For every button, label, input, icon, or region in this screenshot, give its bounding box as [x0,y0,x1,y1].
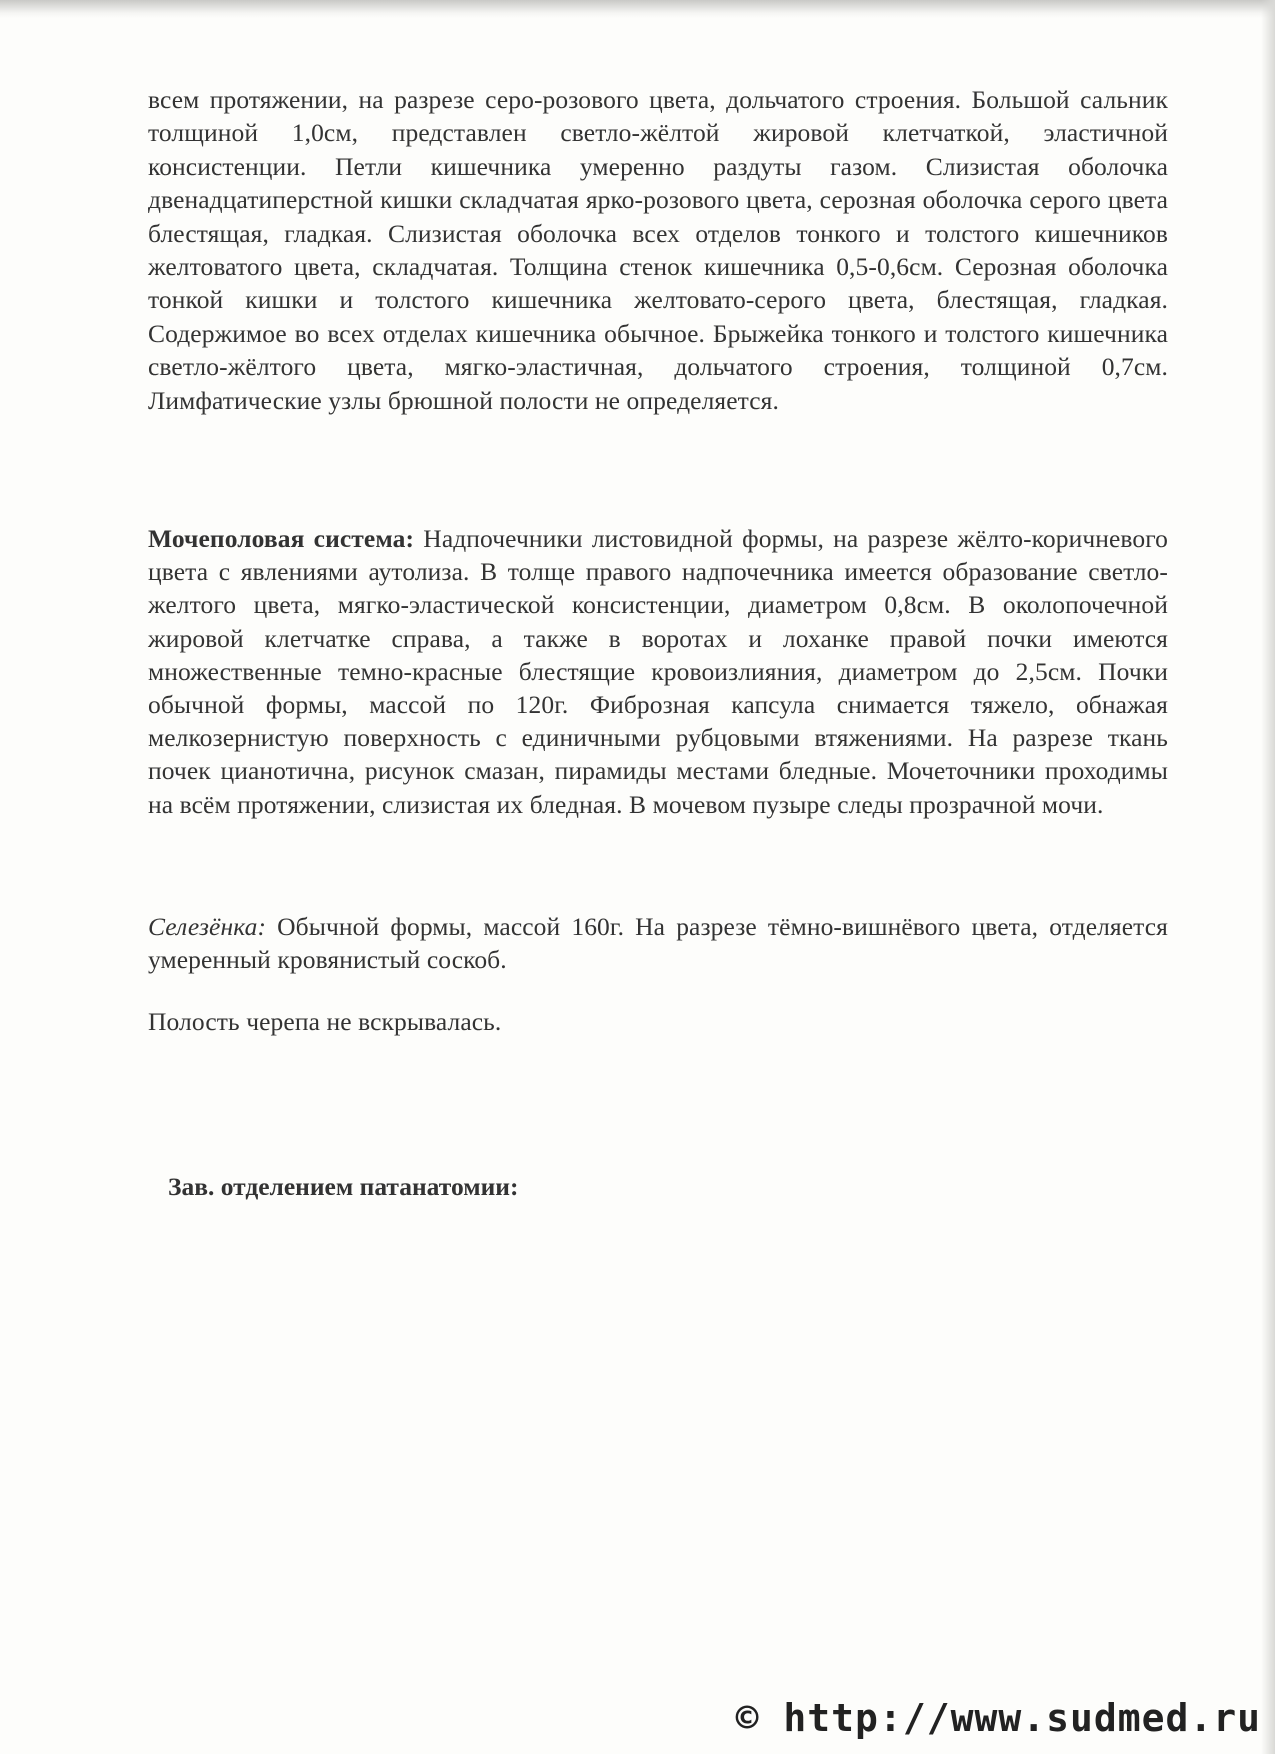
skull-paragraph: Полость черепа не вскрывалась. [148,1007,502,1036]
urogenital-paragraph [148,522,1168,821]
spleen-paragraph [148,910,1168,977]
urogenital-heading: Мочеполовая система: [148,524,415,553]
department-head-signature-line: Зав. отделением патанатомии: [168,1172,519,1201]
spleen-text: Обычной формы, массой 160г. На разрезе тёмно-вишнёвого цвета, отделяется умеренный кровянистый соскоб. [148,912,1168,975]
abdominal-paragraph: всем протяжении, на разрезе серо-розового цвета, дольчатого строения. Большой сальник толщиной 1,0см, представлен светло-жёлтой жировой клетчаткой, эластичной консистенции. Петли кишечника умеренно раздуты газом. Слизистая оболочка двенадцатиперстной кишки складчатая ярко-розового цвета, серозная оболочка серого цвета блестящая, гладкая. Слизистая оболочка всех отделов тонкого и толстого кишечников желтоватого цвета, складчатая. Толщина стенок кишечника 0,5-0,6см. Серозная оболочка тонкой кишки и толстого кишечника желтовато-серого цвета, блестящая, гладкая. Содержимое во всех отделах кишечника обычное. Брыжейка тонкого и толстого кишечника светло-жёлтого цвета, мягко-эластичная, дольчатого строения, толщиной 0,7см. Лимфатические узлы брюшной полости не определяется. [148,85,1168,415]
urogenital-text: Надпочечники листовидной формы, на разрезе жёлто-коричневого цвета с явлениями аутолиза. В толще правого надпочечника имеется образование светло-желтого цвета, мягко-эластической консистенции, диаметром 0,8см. В околопочечной жировой клетчатке справа, а также в воротах и лоханке правой почки имеются множественные темно-красные блестящие кровоизлияния, диаметром до 2,5см. Почки обычной формы, массой по 120г. Фиброзная капсула снимается тяжело, обнажая мелкозернистую поверхность с единичными рубцовыми втяжениями. На разрезе ткань почек цианотична, рисунок смазан, пирамиды местами бледные. Мочеточники проходимы на всём протяжении, слизистая их бледная. В мочевом пузыре следы прозрачной мочи. [148,524,1168,819]
spleen-heading: Селезёнка: [148,912,267,941]
site-watermark: © http://www.sudmed.ru [735,1696,1261,1740]
